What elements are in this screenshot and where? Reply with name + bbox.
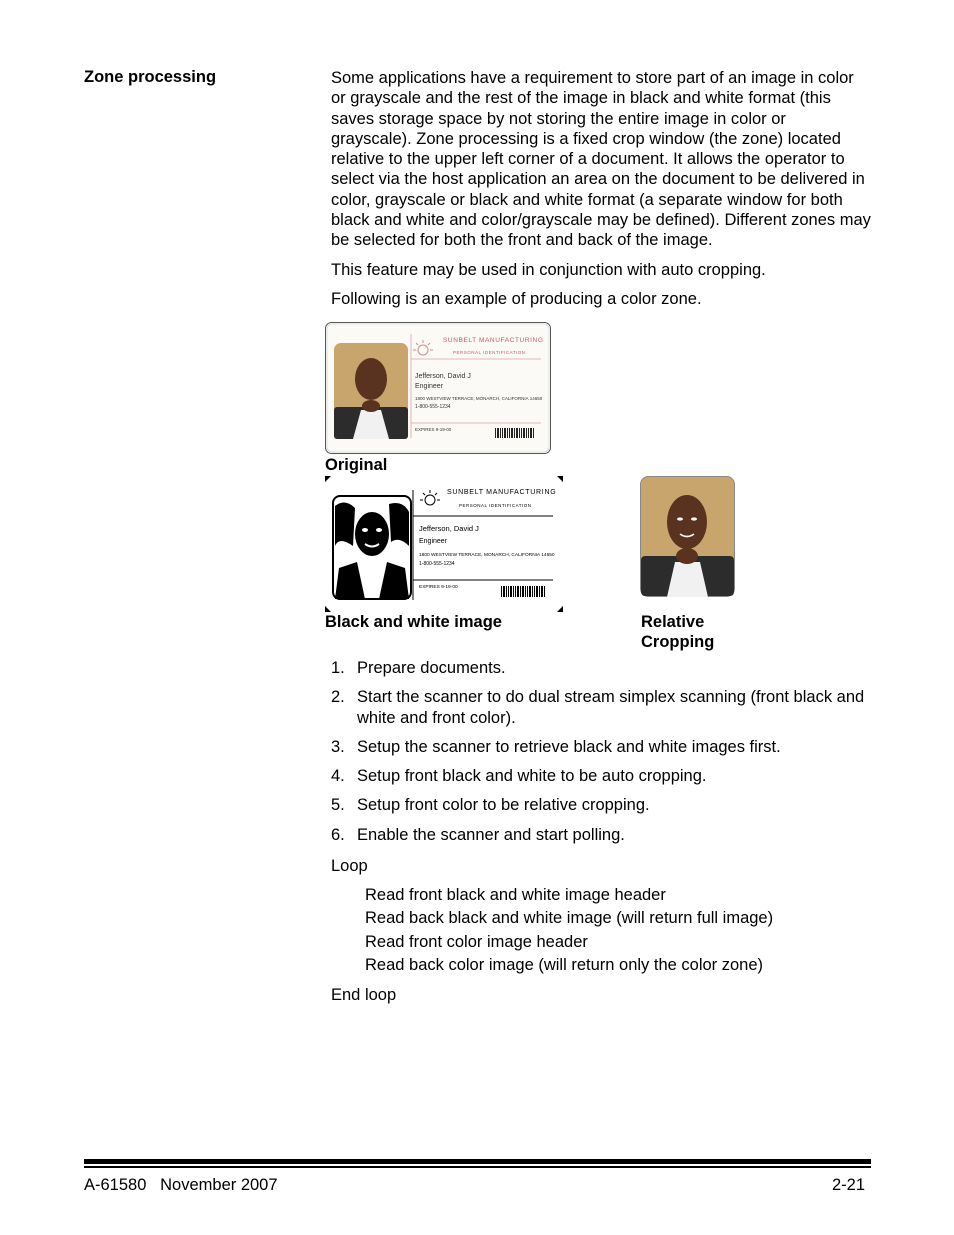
footer-doc-id: A-61580 November 2007 <box>84 1176 278 1194</box>
page-number: 2-21 <box>831 1176 865 1194</box>
list-item <box>331 795 871 815</box>
step-number: 3. <box>331 737 345 756</box>
barcode-icon <box>495 428 534 438</box>
original-caption: Original <box>325 456 388 474</box>
bw-card-phone: 1-800-555-1234 <box>419 561 455 567</box>
card-title: Engineer <box>415 383 444 390</box>
bw-barcode-icon <box>501 586 545 597</box>
step-text: Setup front black and white to be auto cropping. <box>357 767 707 786</box>
footer-rule-thin <box>84 1166 871 1168</box>
card-company: SUNBELT MANUFACTURING <box>443 337 544 344</box>
step-text: Start the scanner to do dual stream simplex scanning (front black and white and front color). <box>357 688 865 727</box>
card-expires: EXPIRES 9-19-00 <box>415 427 452 432</box>
loop-line: Read back black and white image (will return full image) <box>365 909 774 928</box>
list-item <box>331 825 871 845</box>
relative-caption-line2: Cropping <box>641 633 715 652</box>
card-subtitle: PERSONAL IDENTIFICATION <box>453 350 526 355</box>
loop-end: End loop <box>331 986 397 1004</box>
example-paragraph: Following is an example of producing a color zone. <box>331 290 702 308</box>
step-text: Setup the scanner to retrieve black and white images first. <box>357 737 781 756</box>
bw-card-title: Engineer <box>419 538 448 545</box>
loop-body <box>365 884 773 977</box>
card-phone: 1-800-555-1234 <box>415 404 451 410</box>
loop-line: Read back color image (will return only the color zone) <box>365 955 764 974</box>
step-number: 1. <box>331 659 345 677</box>
bw-card-image <box>325 476 563 612</box>
loop-line: Read front color image header <box>365 932 588 951</box>
list-item <box>331 766 871 786</box>
step-number: 6. <box>331 825 345 844</box>
list-item <box>331 687 871 728</box>
relative-caption-line1: Relative <box>641 613 705 631</box>
auto-cropping-paragraph: This feature may be used in conjunction with auto cropping. <box>331 261 766 279</box>
loop-start: Loop <box>331 857 368 875</box>
loop-line: Read front black and white image header <box>365 886 666 904</box>
bw-card-expires: EXPIRES 9-19-00 <box>419 585 458 590</box>
bw-caption: Black and white image <box>325 613 502 631</box>
steps-list <box>331 658 871 854</box>
step-text: Enable the scanner and start polling. <box>357 825 625 844</box>
step-text: Setup front color to be relative cropping. <box>357 796 650 815</box>
list-item <box>331 737 871 757</box>
section-heading: Zone processing <box>84 68 217 86</box>
step-number: 4. <box>331 767 345 786</box>
bw-card-subtitle: PERSONAL IDENTIFICATION <box>459 503 532 508</box>
step-text: Prepare documents. <box>357 659 506 677</box>
step-number: 5. <box>331 796 345 815</box>
footer-rule <box>84 1159 871 1164</box>
bw-card-address: 1800 WESTVIEW TERRACE, MONARCH, CALIFORNIA 14650 <box>419 553 555 558</box>
original-card-image <box>325 322 551 454</box>
bw-card-company: SUNBELT MANUFACTURING <box>447 489 557 496</box>
bw-card-name: Jefferson, David J <box>419 524 479 533</box>
card-address: 1800 WESTVIEW TERRACE, MONARCH, CALIFORNIA 14650 <box>415 396 543 401</box>
card-name: Jefferson, David J <box>415 373 471 380</box>
step-number: 2. <box>331 688 345 707</box>
intro-paragraph: Some applications have a requirement to store part of an image in color or grayscale and the rest of the image in black and white format (this saves storage space by not storing the entire image in color or grayscale). Zone processing is a fixed crop window (the zone) located relative to the upper left corner of a document. It allows the operator to select via the host application an area on the document to be delivered in color, grayscale or black and white format (a separate window for both black and white and color/grayscale may be defined). Different zones may be selected for both the front and back of the image. <box>331 69 871 250</box>
list-item <box>331 658 871 678</box>
relative-crop-image <box>640 476 735 597</box>
relative-caption <box>641 612 714 653</box>
